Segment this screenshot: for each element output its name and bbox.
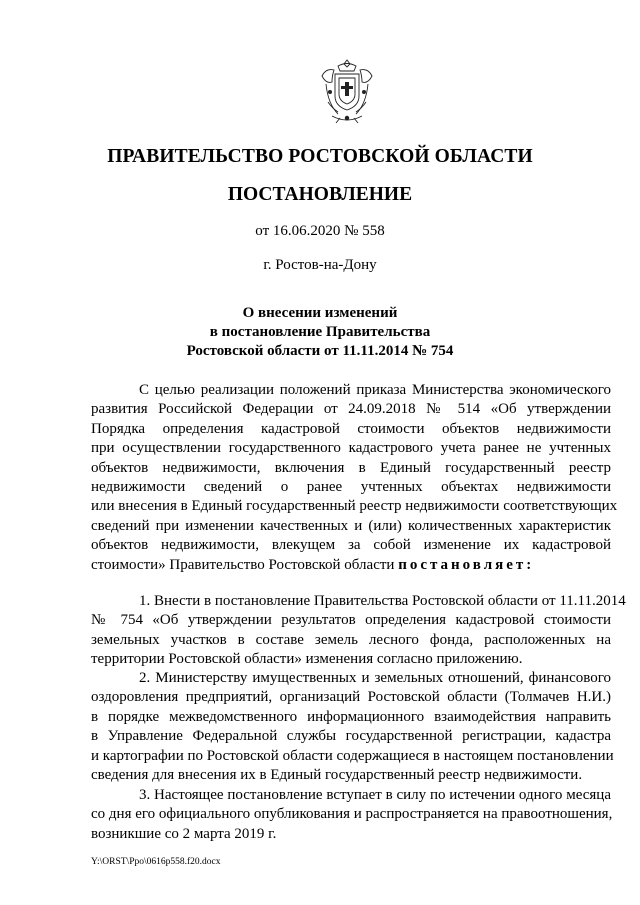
document-city: г. Ростов-на-Дону <box>263 257 377 273</box>
text-line: со дня его официального опубликования и распространяется на правоотношения, <box>91 806 613 823</box>
text-line: Порядка определения кадастровой стоимости объектов недвижимости <box>91 420 611 437</box>
subject-line: Ростовской области от 11.11.2014 № 754 <box>186 343 454 359</box>
item-2-paragraph <box>91 669 614 785</box>
text-line: 2. Министерству имущественных и земельных отношений, финансового <box>139 670 611 686</box>
text-line: возникшие со 2 марта 2019 г. <box>91 825 277 842</box>
text-line: при осуществлении государственного кадастрового учета ранее не учтенных <box>91 440 611 457</box>
text-line <box>91 556 611 575</box>
text-line: сведений при изменении качественных и (или) количественных характеристик <box>91 517 611 534</box>
subject-line: в постановление Правительства <box>209 324 431 340</box>
coat-of-arms-emblem <box>318 58 376 124</box>
text-line: № 754 «Об утверждении результатов определения кадастровой стоимости <box>91 612 611 629</box>
subject-line: О внесении изменений <box>242 305 398 321</box>
text-line: или внесения в Единый государственный реестр недвижимости соответствующих <box>91 498 618 515</box>
preamble-last-text: стоимости» Правительство Ростовской области <box>91 556 395 573</box>
text-line: объектов недвижимости, влекущем за собой изменение их кадастровой <box>91 537 611 554</box>
text-line: объектов недвижимости, включения в Единый государственный реестр <box>91 459 611 476</box>
item-3-paragraph <box>91 786 611 844</box>
text-line: оздоровления предприятий, организаций Ростовской области (Толмачев Н.И.) <box>91 689 611 706</box>
text-line: земельных участков в составе земель лесного фонда, расположенных на <box>91 631 611 648</box>
text-line: С целью реализации положений приказа Министерства экономического <box>139 382 611 398</box>
text-line: в порядке межведомственного информационного взаимодействия направить <box>91 708 611 725</box>
text-line: 1. Внести в постановление Правительства Ростовской области от 11.11.2014 <box>139 593 626 609</box>
file-path-footer: Y:\ORST\Ppo\0616p558.f20.docx <box>91 857 221 867</box>
text-line: развития Российской Федерации от 24.09.2018 № 514 «Об утверждении <box>91 401 611 418</box>
text-line: территории Ростовской области» изменения согласно приложению. <box>91 651 523 668</box>
preamble-paragraph <box>91 381 618 575</box>
text-line: в Управление Федеральной службы государственной регистрации, кадастра <box>91 728 611 745</box>
document-subject <box>0 304 640 361</box>
text-line: сведения для внесения их в Единый государственный реестр недвижимости. <box>91 766 583 783</box>
text-line: и картографии по Ростовской области содержащиеся в настоящем постановлении <box>91 747 614 764</box>
item-1-paragraph <box>91 592 626 670</box>
organization-title: ПРАВИТЕЛЬСТВО РОСТОВСКОЙ ОБЛАСТИ <box>107 146 533 167</box>
decree-word: постановляет: <box>398 556 535 573</box>
document-type: ПОСТАНОВЛЕНИЕ <box>227 184 413 205</box>
text-line: недвижимости сведений о ранее учтенных объектах недвижимости <box>91 478 611 495</box>
document-date-number: от 16.06.2020 № 558 <box>255 223 385 239</box>
text-line: 3. Настоящее постановление вступает в силу по истечении одного месяца <box>139 787 611 803</box>
